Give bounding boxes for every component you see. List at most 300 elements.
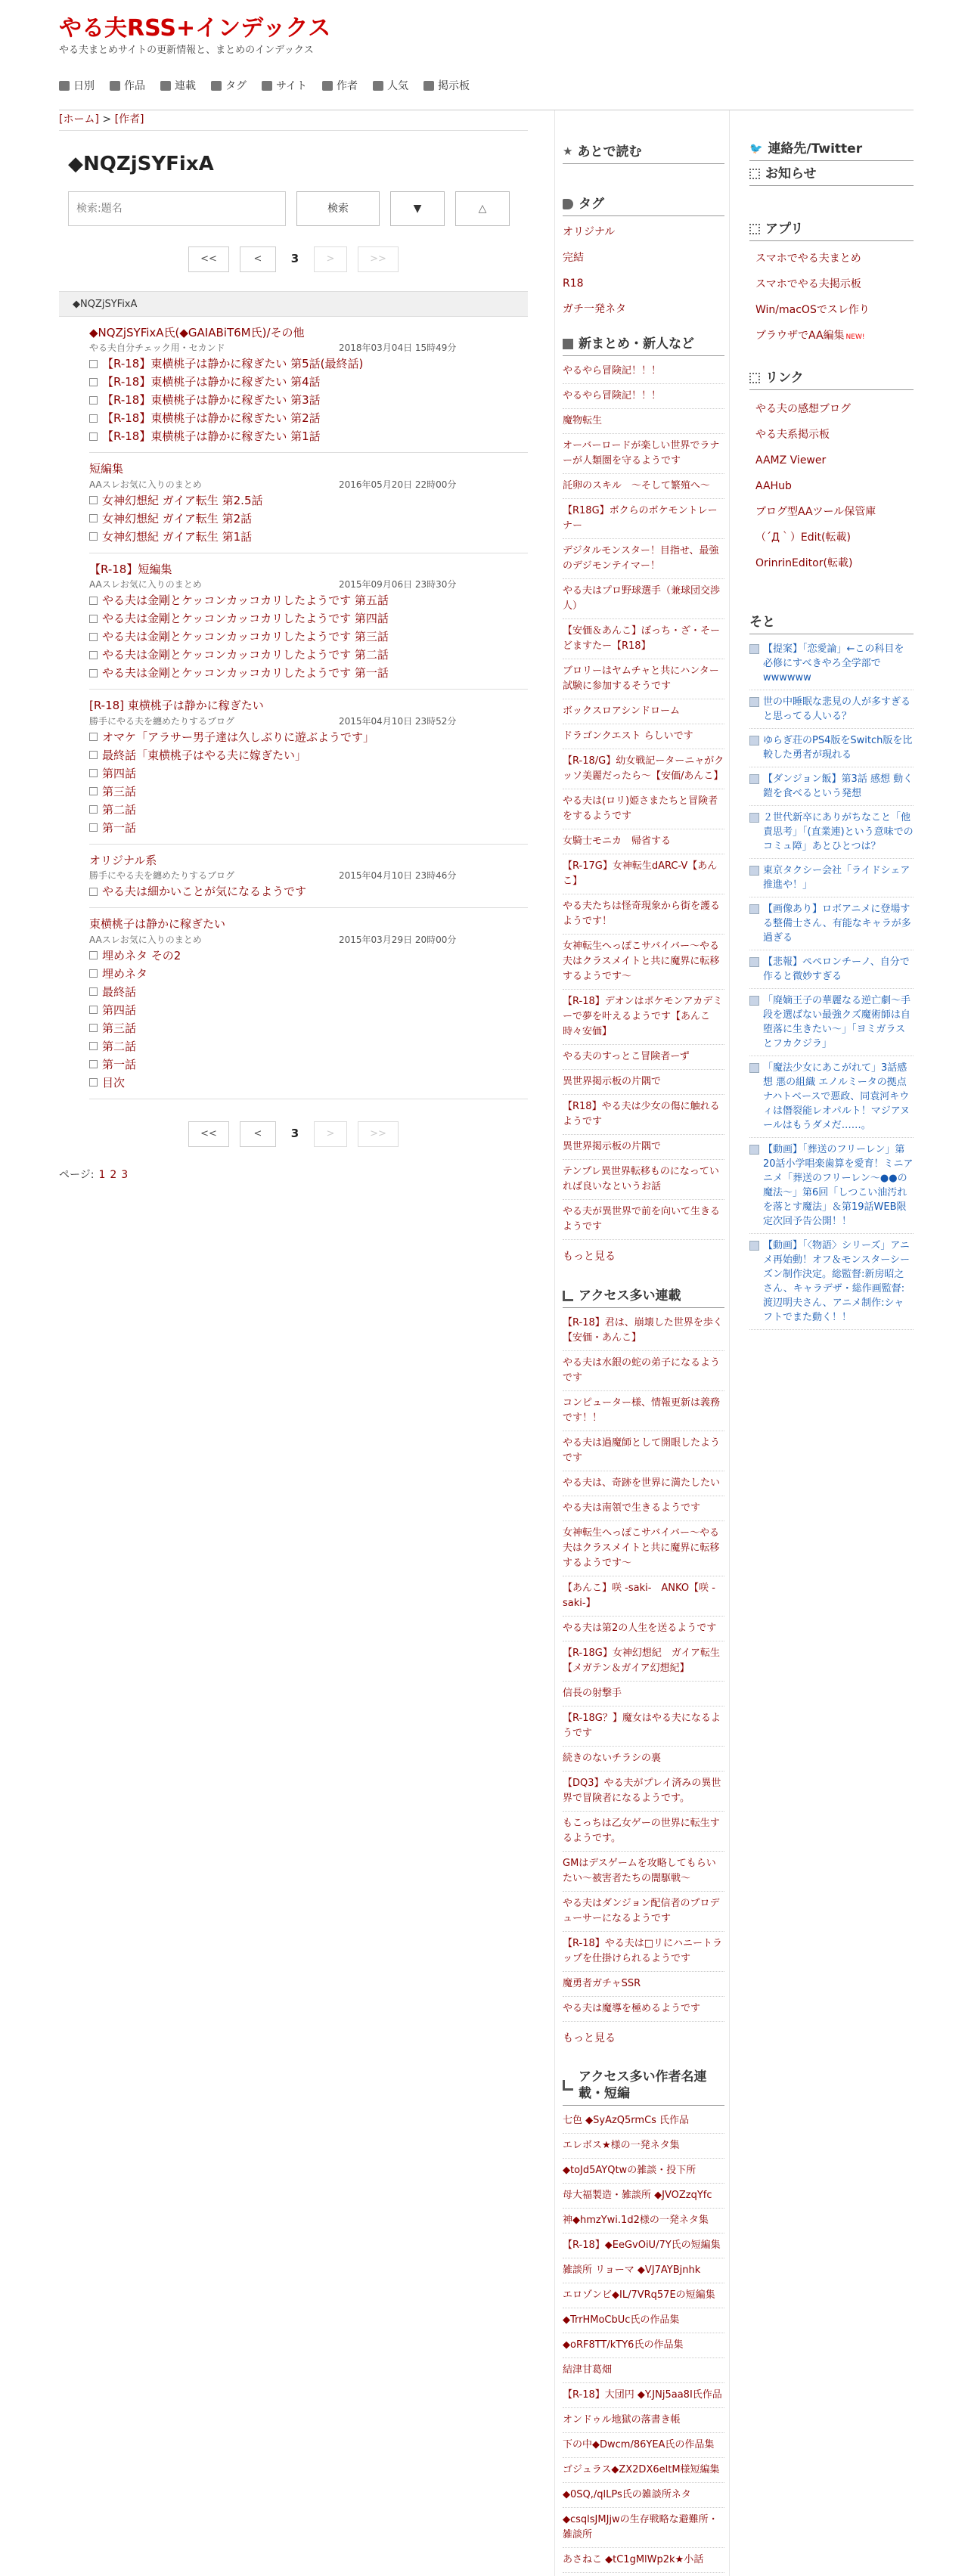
link-item (755, 396, 914, 422)
author-item (563, 2508, 724, 2548)
author-item-link[interactable]: ゴジュラス◆ZX2DX6eltM様短編集 (563, 2464, 720, 2476)
news-title: 【ダンジョン飯】第3話 感想 動く鎧を食べるという発想 (763, 773, 914, 800)
author-item-link[interactable]: 雑談所 リョーマ ◆VJ7AYBjnhk (563, 2264, 701, 2277)
new-item-link[interactable]: ブロリーはヤムチャと共にハンター試験に参加するそうです (563, 665, 719, 693)
news-item[interactable] (749, 859, 914, 897)
access-item-link[interactable]: 【R-18】君は、崩壊した世界を歩く【安価・あんこ】 (563, 1316, 723, 1344)
author-item (563, 2548, 724, 2573)
other-heading (749, 614, 914, 634)
access-item-link[interactable]: やる夫は過魔師として開眼したようです (563, 1437, 721, 1464)
entry-item[interactable] (89, 609, 528, 628)
tag-item-link[interactable]: R18 (563, 277, 584, 290)
search-input[interactable] (68, 191, 286, 226)
breadcrumb-current[interactable]: [作者] (114, 113, 144, 126)
author-item (563, 2159, 724, 2184)
new-item-link[interactable]: 【R-18/G】幼女戦記ーターニャがクッソ美麗だったら～【安価/あんこ】 (563, 755, 724, 783)
series-date: 2015年04月10日 23時46分 (339, 870, 457, 882)
tags-heading (563, 196, 724, 216)
grid-icon (749, 169, 760, 179)
access-list (563, 1311, 724, 2022)
author-item-link[interactable]: あさねこ ◆tC1gMlWp2k★小話 (563, 2554, 704, 2566)
access-item (563, 1932, 724, 1972)
access-item-link[interactable]: やる夫は南領で生きるようです (563, 1502, 701, 1514)
heading-text: あとで読む (577, 144, 642, 160)
link-item-link[interactable]: AAHub (755, 480, 792, 493)
author-item-link[interactable]: ◆TrrHMoCbUc氏の作品集 (563, 2314, 680, 2326)
author-item (563, 2358, 724, 2383)
entry-title: 最終話「東横桃子はやる夫に嫁ぎたい」 (102, 748, 307, 762)
external-link-icon (89, 888, 98, 896)
series-block (89, 553, 528, 690)
author-list (563, 2109, 724, 2573)
entry-title: 第三話 (102, 784, 137, 798)
news-item[interactable] (749, 989, 914, 1056)
entry-list (89, 882, 528, 901)
chart-icon (373, 81, 383, 91)
access-item (563, 1617, 724, 1641)
access-item-link[interactable]: 続きのないチラシの裏 (563, 1752, 662, 1764)
series-title[interactable]: 短編集 (89, 462, 124, 476)
author-item (563, 2258, 724, 2283)
entry-item[interactable] (89, 646, 528, 664)
page-links-label: ページ: (59, 1168, 95, 1181)
new-item-link[interactable]: オーバーロードが楽しい世界でラナーが人類圏を守るようです (563, 440, 720, 467)
news-title: 「廃嫡王子の華麗なる逆亡劇～手段を選ばない最強クズ魔術師は自堕落に生きたい～」「ヨミガラスとフカクジラ」 (763, 995, 911, 1050)
nav-sites[interactable] (262, 79, 307, 94)
access-item (563, 1892, 724, 1932)
access-item (563, 1641, 724, 1682)
entry-item[interactable] (89, 764, 528, 783)
access-item (563, 1521, 724, 1576)
entry-title: 【R-18】東横桃子は静かに稼ぎたい 第1話 (102, 429, 321, 444)
entry-item[interactable] (89, 355, 528, 373)
news-title: 東京タクシー会社「ライドシェア推進や！」 (763, 865, 911, 891)
site-title[interactable]: やる夫RSS+インデックス (59, 15, 331, 42)
page-link-2[interactable]: 2 (110, 1168, 117, 1181)
external-link-icon (89, 805, 98, 814)
access-item-link[interactable]: 【R-18G】女神幻想紀 ガイア転生【メガテン＆ガイア幻想紀】 (563, 1647, 721, 1674)
entry-title: 第一話 (102, 1057, 137, 1071)
new-item (563, 434, 724, 474)
search-bar (68, 191, 528, 226)
page-links (59, 1167, 528, 1183)
chart-icon (563, 2080, 573, 2091)
entry-title: 第四話 (102, 1003, 137, 1017)
external-link-icon (89, 669, 98, 677)
series-meta (89, 933, 528, 947)
entry-item[interactable] (89, 391, 528, 409)
new-item (563, 1135, 724, 1160)
pager-prev-button[interactable]: < (240, 246, 276, 272)
author-item-link[interactable]: 神◆hmzYwi.1d2様の一発ネタ集 (563, 2215, 709, 2227)
access-item-link[interactable]: GMはデスゲームを攻略してもらいたい～被害者たちの闇駆戦～ (563, 1857, 716, 1884)
access-item-link[interactable]: もこっちは乙女ゲーの世界に転生するようです。 (563, 1817, 720, 1844)
thumbnail-icon (749, 904, 759, 914)
access-item-link[interactable]: 【あんこ】咲 -saki- ANKO【咲 -saki-】 (563, 1582, 715, 1609)
entry-title: やる夫は金剛とケッコンカッコカリしたようです 第五話 (102, 594, 389, 608)
nav-board[interactable] (423, 79, 470, 94)
link-item-link[interactable]: やる夫の感想ブログ (755, 403, 851, 416)
series-title[interactable]: [R-18] 東横桃子は静かに稼ぎたい (89, 699, 264, 713)
entry-item[interactable] (89, 591, 528, 609)
news-list (749, 637, 914, 1330)
site-header (59, 0, 921, 92)
external-link-icon (89, 597, 98, 605)
entry-item[interactable] (89, 882, 528, 901)
new-badge: NEW! (845, 333, 865, 342)
pager-first-button[interactable]: << (188, 1121, 229, 1147)
new-item-link[interactable]: 託卵のスキル ～そして繁殖へ～ (563, 480, 710, 492)
author-item-link[interactable]: 【R-18】◆EeGvOiU/7Y氏の短編集 (563, 2240, 721, 2252)
news-item[interactable] (749, 950, 914, 989)
new-item-link[interactable]: やる夫が異世界で前を向いて生きるようです (563, 1206, 721, 1233)
news-item[interactable] (749, 729, 914, 767)
new-item (563, 1070, 724, 1095)
entry-item[interactable] (89, 510, 528, 528)
new-item-link[interactable]: やる夫のすっとこ冒険者ーず (563, 1051, 690, 1063)
entry-title: 最終話 (102, 984, 137, 999)
entry-item[interactable] (89, 1056, 528, 1074)
access-item (563, 1972, 724, 1997)
access-item (563, 1852, 724, 1892)
external-link-icon (89, 615, 98, 623)
series-title[interactable]: 【R-18】短編集 (89, 562, 172, 576)
series-blog[interactable]: 勝手にやる夫を纏めたりするブログ (89, 870, 235, 882)
link-item (755, 550, 914, 576)
new-item (563, 1160, 724, 1200)
nav-label: 連載 (175, 79, 196, 92)
access-series-heading (563, 1288, 724, 1308)
pager-next-button[interactable]: > (314, 246, 347, 272)
entry-item[interactable] (89, 1037, 528, 1056)
thumbnail-icon (749, 996, 759, 1006)
nav-authors[interactable] (322, 79, 358, 94)
series-blog[interactable]: やる夫自分チェック用・セカンド (89, 343, 225, 354)
app-item-link[interactable]: スマホでやる夫まとめ (755, 253, 861, 265)
author-item-link[interactable]: 【R-18】大団円 ◆Y.JNj5aa8I氏作品 (563, 2389, 722, 2401)
link-item-link[interactable]: やる夫系掲示板 (755, 429, 830, 442)
tag-item-link[interactable]: 完結 (563, 252, 584, 265)
entry-title: 【R-18】東横桃子は静かに稼ぎたい 第4話 (102, 375, 321, 389)
read-later-heading[interactable] (563, 144, 724, 164)
series-blog[interactable]: AAスレお気に入りのまとめ (89, 934, 202, 945)
link-item-link[interactable]: ブログ型AAツール保管庫 (755, 506, 876, 519)
new-item-link[interactable]: 【R-18】デオンはポケモンアカデミーで夢を叶えるようです【あんこ時々安価】 (563, 996, 723, 1038)
nav-label: サイト (276, 79, 308, 92)
author-item (563, 2134, 724, 2159)
app-item-link[interactable]: Win/macOSでスレ作り (755, 304, 870, 317)
series-date: 2015年04月10日 23時52分 (339, 715, 457, 727)
new-item-link[interactable]: 【R-17G】女神転生dARC-V【あんこ】 (563, 860, 718, 888)
entry-item[interactable] (89, 965, 528, 983)
external-link-icon (89, 769, 98, 777)
notice-heading[interactable] (749, 166, 914, 186)
series-block (89, 453, 528, 553)
tag-item (563, 271, 724, 296)
new-item-link[interactable]: 【R18G】ボクらのボケモントレーナー (563, 505, 718, 532)
access-item-link[interactable]: コンピューター様、情報更新は義務です！！ (563, 1396, 721, 1424)
new-item-link[interactable]: 女神転生へっぽこサバイバー～やる夫はクラスメイトと共に魔界に転移するようです～ (563, 941, 720, 983)
new-item-link[interactable]: 異世界掲示板の片隅で (563, 1076, 662, 1088)
breadcrumb-separator: > (102, 113, 112, 126)
new-item-link[interactable]: やる夫はプロ野球選手（兼球団交渉人） (563, 585, 721, 612)
author-item (563, 2109, 724, 2134)
entry-item[interactable] (89, 427, 528, 445)
entry-item[interactable] (89, 947, 528, 965)
entry-item[interactable] (89, 728, 528, 746)
entry-item[interactable] (89, 409, 528, 427)
author-item-link[interactable]: ◆toJd5AYQtwの雑談・投下所 (563, 2165, 696, 2177)
link-item (755, 422, 914, 448)
nav-label: 人気 (387, 79, 409, 92)
entry-title: オマケ「アラサー男子達は久しぶりに遊ぶようです」 (102, 730, 375, 744)
pager-last-button[interactable]: >> (358, 1121, 399, 1147)
external-link-icon (89, 1060, 98, 1068)
access-item (563, 1471, 724, 1496)
author-item-link[interactable]: ◆oRF8TT/kTY6氏の作品集 (563, 2339, 684, 2351)
access-item-link[interactable]: 信長の射撃手 (563, 1687, 622, 1699)
entry-item[interactable] (89, 664, 528, 682)
nav-works[interactable] (110, 79, 145, 94)
access-item-link[interactable]: 女神転生へっぽこサバイバー～やる夫はクラスメイトと共に魔界に転移するようです～ (563, 1527, 720, 1569)
access-item-link[interactable]: 【R-18】やる夫は□リにハニートラップを仕掛けられるようです (563, 1937, 723, 1964)
entry-item[interactable] (89, 1019, 528, 1037)
pager-last-button[interactable]: >> (358, 246, 399, 272)
thumbnail-icon (749, 866, 759, 876)
entry-item[interactable] (89, 1074, 528, 1092)
entry-title: 目次 (102, 1075, 126, 1090)
author-item-link[interactable]: 母大福製造・雑談所 ◆JVOZzqYfc (563, 2190, 712, 2202)
news-item[interactable] (749, 806, 914, 859)
new-item (563, 359, 724, 384)
external-link-icon (89, 787, 98, 795)
external-link-icon (89, 733, 98, 741)
new-item-link[interactable]: デジタルモンスター！目指せ、最強のデジモンテイマー！ (563, 545, 719, 572)
author-item-link[interactable]: エロゾンビ◆IL/7VRq57Eの短編集 (563, 2289, 715, 2302)
author-item (563, 2433, 724, 2458)
entry-item[interactable] (89, 528, 528, 546)
user-icon (322, 81, 333, 91)
new-item-link[interactable]: やる夫たちは怪奇現象から街を護るようです！ (563, 901, 721, 928)
series-blog[interactable]: AAスレお気に入りのまとめ (89, 479, 202, 490)
entry-list (89, 728, 528, 837)
entry-title: 女神幻想紀 ガイア転生 第1話 (102, 529, 253, 544)
new-list (563, 359, 724, 1240)
new-item-link[interactable]: ボックスロアシンドローム (563, 705, 681, 718)
series-title[interactable]: 東横桃子は静かに稼ぎたい (89, 917, 226, 932)
author-item-link[interactable]: 下の中◆Dwcm/86YEA氏の作品集 (563, 2439, 715, 2451)
news-title: 【動画】「葬送のフリーレン」第20話小学唱楽歯算を愛育！ミニアニメ「葬送のフリーレン～●●の魔法～」第6回「しつこい油汚れを落とす魔法」＆第19話WEB限定次回予告公開！！ (763, 1144, 914, 1228)
heading-text: 連絡先/Twitter (768, 141, 863, 157)
news-item[interactable] (749, 1234, 914, 1330)
new-item-link[interactable]: 魔物転生 (563, 415, 603, 427)
new-item-link[interactable]: やるやら冒険記！！！ (563, 365, 662, 377)
entry-item[interactable] (89, 628, 528, 646)
entry-item[interactable] (89, 801, 528, 819)
nav-label: タグ (225, 79, 247, 92)
link-item (755, 499, 914, 525)
external-link-icon (89, 1024, 98, 1032)
new-item-link[interactable]: テンプレ異世界転移ものになっていれば良いなというお話 (563, 1166, 719, 1193)
nav-tags[interactable] (211, 79, 247, 94)
app-item (755, 297, 914, 323)
app-item-link[interactable]: スマホでやる夫掲示板 (755, 278, 861, 291)
app-item (755, 271, 914, 297)
access-item-link[interactable]: やる夫は第2の人生を送るようです (563, 1622, 717, 1634)
entry-item[interactable] (89, 819, 528, 837)
calendar-icon (59, 81, 70, 91)
search-button[interactable]: 検索 (296, 191, 380, 226)
nav-daily[interactable] (59, 79, 95, 94)
news-item[interactable] (749, 767, 914, 806)
right-sidebar (743, 110, 914, 1330)
series-meta (89, 341, 528, 355)
contact-heading[interactable] (749, 141, 914, 161)
entry-item[interactable] (89, 783, 528, 801)
entry-title: 第三話 (102, 1021, 137, 1035)
new-item (563, 499, 724, 539)
series-meta (89, 578, 528, 591)
access-item-link[interactable]: やる夫は魔導を極めるようです (563, 2002, 701, 2014)
entry-item[interactable] (89, 373, 528, 391)
author-item (563, 2458, 724, 2483)
grid-icon (749, 224, 760, 234)
breadcrumb-home[interactable]: [ホーム] (59, 113, 99, 126)
access-item (563, 1682, 724, 1706)
tag-item-link[interactable]: ガチ一発ネタ (563, 303, 626, 316)
entry-title: 第四話 (102, 766, 137, 780)
external-link-icon (89, 651, 98, 659)
thumbnail-icon (749, 736, 759, 746)
external-link-icon (89, 396, 98, 405)
thumbnail-icon (749, 813, 759, 823)
new-item (563, 474, 724, 499)
access-item (563, 1391, 724, 1431)
nav-label: 作品 (124, 79, 145, 92)
news-item[interactable] (749, 897, 914, 950)
series-list (59, 317, 528, 1099)
entry-item[interactable] (89, 983, 528, 1001)
thumbnail-icon (749, 774, 759, 784)
series-blog[interactable]: 勝手にやる夫を纏めたりするブログ (89, 715, 235, 727)
external-link-icon (89, 514, 98, 522)
author-item (563, 2184, 724, 2209)
new-item-link[interactable]: やる夫は(ロリ)姫さまたちと冒険者をするようです (563, 795, 718, 823)
news-item[interactable] (749, 637, 914, 690)
author-item-link[interactable]: 七色 ◆SyAzQ5rmCs 氏作品 (563, 2115, 690, 2127)
heading-text: タグ (579, 197, 604, 212)
news-item[interactable] (749, 690, 914, 729)
page-link-1[interactable]: 1 (98, 1168, 106, 1181)
more-link[interactable]: もっと見る (563, 1251, 616, 1263)
new-item-link[interactable]: 【安価＆あんこ】ぼっち・ざ・そーどますたー【R18】 (563, 625, 721, 653)
new-item (563, 894, 724, 935)
entry-item[interactable] (89, 1001, 528, 1019)
author-item-link[interactable]: ◆0SQ,/qlLPs氏の雑談所ネタ (563, 2489, 691, 2501)
page-link-3[interactable]: 3 (121, 1168, 129, 1181)
new-item-link[interactable]: ドラゴンクエスト らしいです (563, 730, 693, 742)
access-item (563, 1351, 724, 1391)
access-item-link[interactable]: やる夫は水銀の蛇の弟子になるようです (563, 1356, 721, 1384)
entry-item[interactable] (89, 491, 528, 510)
app-item-link[interactable]: ブラウザでAA編集 (755, 330, 845, 343)
access-item-link[interactable]: やる夫はダンジョン配信者のプロデューサーになるようです (563, 1897, 720, 1924)
tag-item (563, 219, 724, 245)
book-icon (110, 81, 120, 91)
board-icon (423, 81, 434, 91)
author-item (563, 2333, 724, 2358)
entry-title: やる夫は金剛とケッコンカッコカリしたようです 第三話 (102, 630, 389, 644)
heading-text: お知らせ (765, 166, 817, 182)
entry-title: 埋めネタ (102, 966, 148, 981)
author-item (563, 2408, 724, 2433)
author-item-link[interactable]: オンドゥル地獄の落書き帳 (563, 2414, 681, 2426)
entry-title: 埋めネタ その2 (102, 948, 181, 963)
new-item-link[interactable]: 女騎士モニカ 帰省する (563, 835, 672, 848)
nav-series[interactable] (160, 79, 196, 94)
new-item-link[interactable]: 【R18】やる夫は少女の傷に触れるようです (563, 1101, 720, 1128)
entry-title: 【R-18】東横桃子は静かに稼ぎたい 第2話 (102, 411, 321, 426)
external-link-icon (89, 414, 98, 423)
news-item[interactable] (749, 1138, 914, 1234)
link-item-link[interactable]: AAMZ Viewer (755, 454, 827, 467)
new-item (563, 699, 724, 724)
access-item (563, 1706, 724, 1747)
author-item-link[interactable]: エレボス★様の一発ネタ集 (563, 2140, 680, 2152)
heading-text: アクセス多い作者名連載・短編 (579, 2069, 707, 2102)
new-item (563, 990, 724, 1045)
pager-next-button[interactable]: > (314, 1121, 347, 1147)
link-item-link[interactable]: OrinrinEditor(転載) (755, 557, 853, 570)
entry-item[interactable] (89, 746, 528, 764)
series-title[interactable]: ◆NQZjSYFixA氏(◆GAIABiT6M氏)/その他 (89, 325, 305, 339)
series-block (89, 845, 528, 909)
more-link[interactable]: もっと見る (563, 2032, 616, 2044)
series-title[interactable]: オリジナル系 (89, 853, 157, 867)
pager-prev-button[interactable]: < (240, 1121, 276, 1147)
author-item-link[interactable]: 結津甘葛畑 (563, 2364, 613, 2376)
new-item (563, 539, 724, 579)
star-icon: ★ (563, 144, 573, 159)
new-item-link[interactable]: 異世界掲示板の片隅で (563, 1141, 662, 1153)
link-item-link[interactable]: （´Д｀）Edit(転載) (755, 532, 851, 544)
author-item-link[interactable]: ◆csqlsJMJjwの生存戦略な避難所・雑談所 (563, 2514, 718, 2541)
pager-first-button[interactable]: << (188, 246, 229, 272)
news-title: 【画像あり】ロボアニメに登場する整備士さん、有能なキャラが多過ぎる (763, 904, 911, 944)
author-item (563, 2308, 724, 2333)
news-item[interactable] (749, 1056, 914, 1138)
access-item-link[interactable]: やる夫は、奇跡を世界に満たしたい (563, 1477, 721, 1489)
external-link-icon (89, 823, 98, 832)
app-list (749, 246, 914, 350)
sort-asc-button[interactable]: △ (455, 191, 510, 226)
access-item-link[interactable]: 【R-18G？】魔女はやる夫になるようです (563, 1712, 721, 1739)
access-item-link[interactable]: 魔勇者ガチャSSR (563, 1977, 641, 1989)
access-item-link[interactable]: 【DQ3】やる夫がプレイ済みの異世界で冒険者になるようです。 (563, 1777, 721, 1804)
access-item (563, 1812, 724, 1852)
new-item (563, 1200, 724, 1240)
sort-desc-button[interactable]: ▼ (390, 191, 445, 226)
series-blog[interactable]: AAスレお気に入りのまとめ (89, 579, 202, 591)
nav-popular[interactable] (373, 79, 408, 94)
tag-item-link[interactable]: オリジナル (563, 226, 616, 239)
link-list (749, 396, 914, 576)
heading-text: そと (749, 615, 775, 631)
thumbnail-icon (749, 697, 759, 707)
new-item-link[interactable]: やるやら冒険記！！！ (563, 390, 662, 402)
entry-list (89, 491, 528, 546)
new-item (563, 854, 724, 894)
